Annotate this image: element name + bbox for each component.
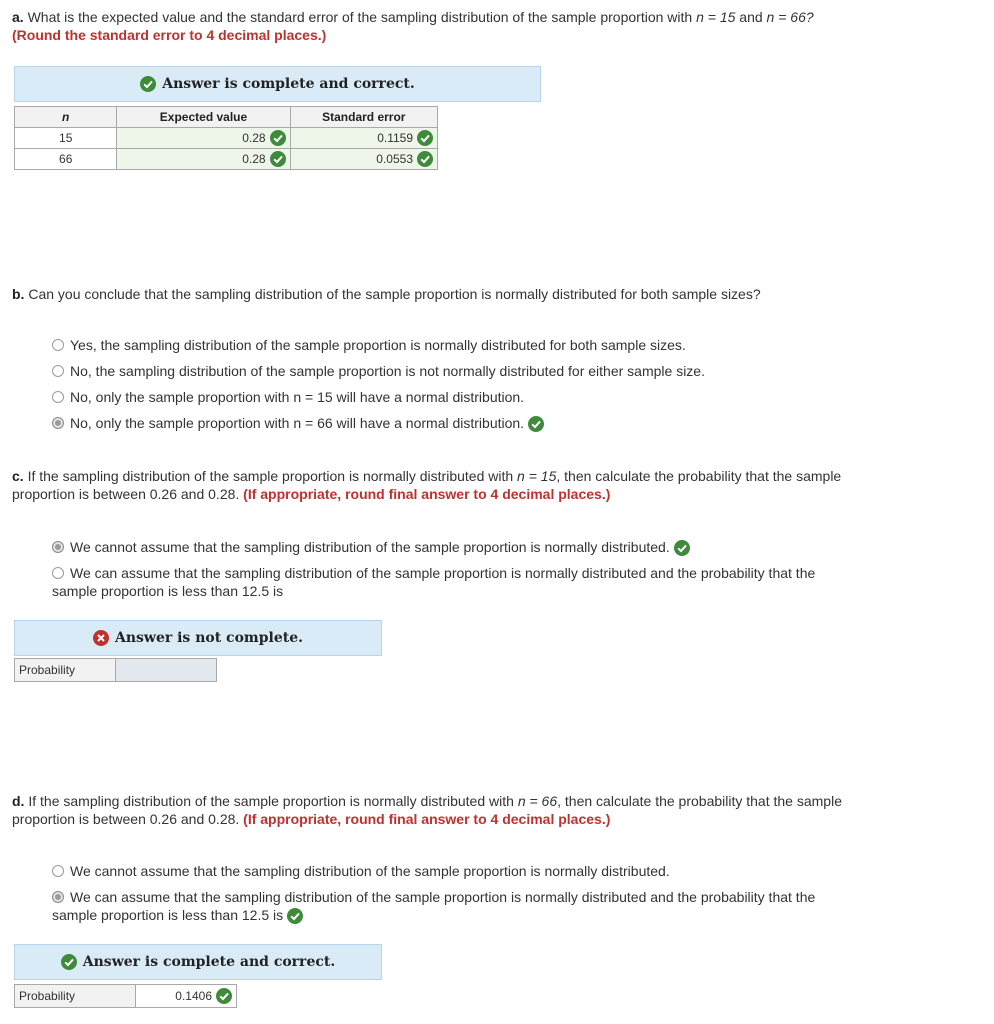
- probability-input[interactable]: [136, 985, 237, 1008]
- row-n-value: 15: [15, 128, 117, 149]
- part-d-question: [12, 792, 982, 828]
- part-d-option-1[interactable]: [52, 862, 670, 880]
- option-label: We can assume that the sampling distribution of the sample proportion is normally distributed and the probability that the: [70, 565, 816, 581]
- option-label: No, only the sample proportion with n = 66 will have a normal distribution.: [70, 415, 525, 431]
- header-n: n: [15, 107, 117, 128]
- part-d-probability-table: [14, 984, 237, 1008]
- standard-error-input[interactable]: [290, 149, 437, 170]
- radio-button-selected[interactable]: [52, 541, 64, 553]
- radio-button[interactable]: [52, 391, 64, 403]
- part-c-question-text-2: , then calculate the probability that the sample: [556, 468, 842, 484]
- part-c-probability-table: [14, 658, 217, 682]
- radio-button[interactable]: [52, 365, 64, 377]
- part-c-status-banner: [14, 620, 382, 656]
- part-d-question-line2: proportion is between 0.26 and 0.28.: [12, 811, 244, 827]
- part-c-n: n = 15: [517, 468, 557, 484]
- option-label: Yes, the sampling distribution of the sample proportion is normally distributed for both sample sizes.: [70, 337, 686, 353]
- probability-input[interactable]: [116, 659, 217, 682]
- option-label: No, only the sample proportion with n = 15 will have a normal distribution.: [70, 389, 525, 405]
- check-circle-icon: [287, 908, 303, 924]
- part-a-banner-text: Answer is complete and correct.: [162, 76, 415, 92]
- table-header-row: [15, 107, 438, 128]
- part-c-option-1[interactable]: [52, 538, 690, 556]
- part-b-question: [12, 285, 982, 303]
- header-expected-value: Expected value: [117, 107, 290, 128]
- part-d-banner-text: Answer is complete and correct.: [82, 954, 336, 970]
- radio-button[interactable]: [52, 865, 64, 877]
- part-c-banner-text: Answer is not complete.: [114, 630, 303, 646]
- part-a-instruction: (Round the standard error to 4 decimal places.): [12, 27, 327, 43]
- part-d-instruction: (If appropriate, round final answer to 4 decimal places.): [243, 811, 611, 827]
- part-d-n: n = 66: [517, 793, 558, 809]
- check-circle-icon: [528, 416, 544, 432]
- option-label: We cannot assume that the sampling distribution of the sample proportion is normally distributed.: [70, 539, 670, 555]
- expected-value-input[interactable]: [117, 128, 290, 149]
- header-standard-error: Standard error: [290, 107, 437, 128]
- check-circle-icon: [270, 130, 286, 146]
- part-b-label: b.: [12, 286, 25, 302]
- part-a-status-banner: [14, 66, 541, 102]
- table-row: [15, 149, 438, 170]
- radio-button[interactable]: [52, 567, 64, 579]
- part-b-question-text: Can you conclude that the sampling distribution of the sample proportion is normally distributed for both sample sizes?: [28, 286, 761, 302]
- check-circle-icon: [61, 954, 77, 970]
- part-d-question-text-2: , then calculate the probability that the sample: [557, 793, 842, 809]
- row-n-value: 66: [15, 149, 117, 170]
- part-d-label: d.: [12, 793, 25, 809]
- part-d-status-banner: [14, 944, 382, 980]
- part-b-option-2[interactable]: [52, 362, 705, 380]
- option-label-line2: sample proportion is less than 12.5 is: [52, 907, 284, 923]
- part-a-answer-table: [14, 106, 438, 170]
- check-circle-icon: [216, 988, 232, 1004]
- option-label: No, the sampling distribution of the sample proportion is not normally distributed for either sample size.: [70, 363, 705, 379]
- part-c-instruction: (If appropriate, round final answer to 4 decimal places.): [243, 486, 611, 502]
- part-c-option-2[interactable]: [52, 564, 952, 600]
- check-circle-icon: [417, 151, 433, 167]
- expected-value-text: 0.28: [242, 131, 266, 145]
- option-label: We can assume that the sampling distribution of the sample proportion is normally distributed and the probability that the: [70, 889, 816, 905]
- part-c-question-line2: proportion is between 0.26 and 0.28.: [12, 486, 244, 502]
- probability-label: Probability: [15, 985, 136, 1008]
- part-a-question: [12, 8, 982, 44]
- radio-button[interactable]: [52, 339, 64, 351]
- check-circle-icon: [270, 151, 286, 167]
- expected-value-input[interactable]: [117, 149, 290, 170]
- probability-value: 0.1406: [175, 989, 212, 1003]
- part-b-option-4[interactable]: [52, 414, 544, 432]
- radio-button-selected[interactable]: [52, 417, 64, 429]
- check-circle-icon: [140, 76, 156, 92]
- part-c-question: [12, 467, 982, 503]
- check-circle-icon: [417, 130, 433, 146]
- part-a-n2: n = 66?: [766, 9, 814, 25]
- part-c-question-text: If the sampling distribution of the sample proportion is normally distributed with: [27, 468, 518, 484]
- error-x-icon: [93, 630, 109, 646]
- probability-label: Probability: [15, 659, 116, 682]
- part-b-option-3[interactable]: [52, 388, 524, 406]
- part-a-label: a.: [12, 9, 24, 25]
- radio-button-selected[interactable]: [52, 891, 64, 903]
- part-b-option-1[interactable]: [52, 336, 686, 354]
- part-a-and: and: [735, 9, 767, 25]
- part-d-question-text: If the sampling distribution of the sample proportion is normally distributed with: [28, 793, 518, 809]
- part-a-question-text: What is the expected value and the standard error of the sampling distribution of the sample proportion with: [27, 9, 697, 25]
- part-a-n1: n = 15: [696, 9, 736, 25]
- part-c-label: c.: [12, 468, 24, 484]
- standard-error-text: 0.1159: [377, 131, 413, 145]
- option-label-line2: sample proportion is less than 12.5 is: [52, 583, 284, 599]
- check-circle-icon: [674, 540, 690, 556]
- part-d-option-2[interactable]: [52, 888, 952, 924]
- expected-value-text: 0.28: [242, 152, 266, 166]
- option-label: We cannot assume that the sampling distribution of the sample proportion is normally distributed.: [70, 863, 670, 879]
- standard-error-text: 0.0553: [376, 152, 413, 166]
- table-row: [15, 128, 438, 149]
- standard-error-input[interactable]: [290, 128, 437, 149]
